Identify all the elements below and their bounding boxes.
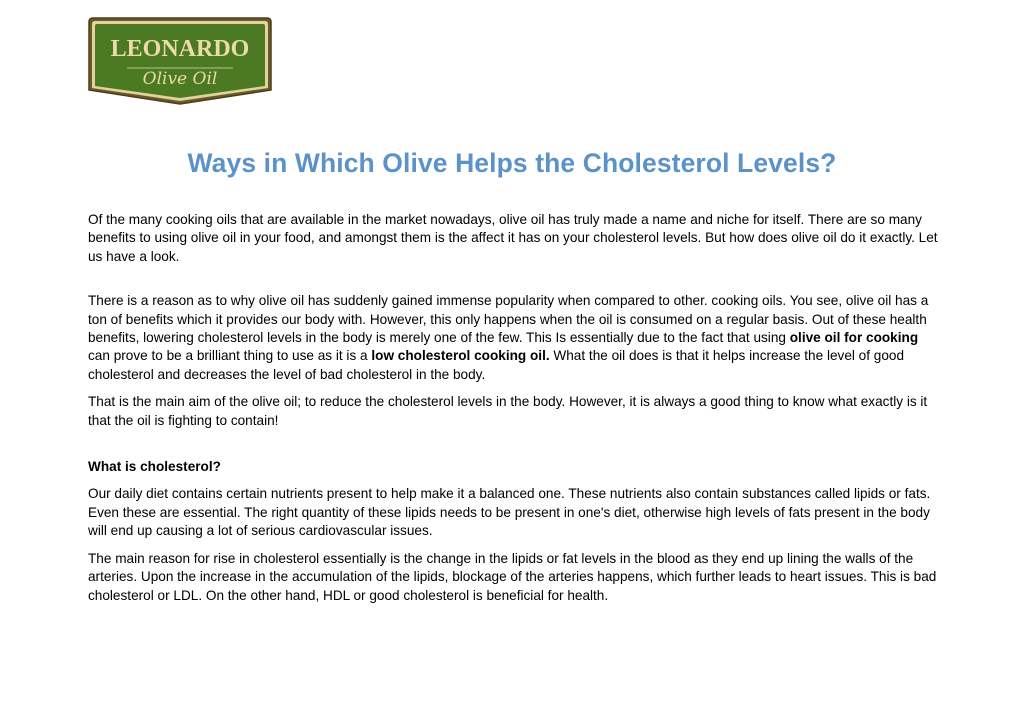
olive-oil-cooking-emphasis: olive oil for cooking — [789, 330, 919, 346]
intro-paragraph: Of the many cooking oils that are available in the market nowadays, olive oil has truly made a name and niche for itself. There are so many benefits to using olive oil in your food, and amongst them is the affect it has on your cholesterol levels. But how does olive oil do it exactly. Let us have a look. — [88, 212, 938, 264]
page-title: Ways in Which Olive Helps the Cholesterol Levels? — [187, 148, 837, 178]
logo-brand-text: LEONARDO — [110, 36, 250, 62]
popularity-text-c: can prove to be a brilliant thing to use as it is a — [88, 348, 372, 364]
leonardo-logo — [87, 16, 273, 106]
low-cholesterol-emphasis: low cholesterol cooking oil. — [371, 348, 550, 364]
popularity-text-a: There is a reason as to why olive oil has suddenly gained immense popularity when compared to other. cooking oils. You see, olive oil has a ton of benefits which it provides our body with. However, this only happens when the oil is consumed on a regular basis. Out of these health benefits, lowering cholesterol levels in the body is merely one of the few. This Is essentially due to the fact that using — [88, 293, 929, 346]
article-body — [88, 211, 940, 605]
main-aim-paragraph: That is the main aim of the olive oil; to reduce the cholesterol levels in the body. However, it is always a good thing to know what exactly is it that the oil is fighting to contain! — [88, 394, 928, 428]
section-heading-cholesterol: What is cholesterol? — [88, 459, 221, 475]
popularity-paragraph — [88, 292, 940, 384]
popularity-text-e: What the oil does is that it helps increase the level of good cholesterol and decreases the level of bad cholesterol in the body. — [88, 348, 905, 382]
diet-paragraph: Our daily diet contains certain nutrients present to help make it a balanced one. These nutrients also contain substances called lipids or fats. Even these are essential. The right quantity of these lipids needs to be present in one's diet, otherwise high levels of fats present in the body will end up causing a lot of serious cardiovascular issues. — [88, 486, 931, 539]
cholesterol-rise-paragraph: The main reason for rise in cholesterol essentially is the change in the lipids or fat levels in the blood as they end up lining the walls of the arteries. Upon the increase in the accumulation of the lipids, blockage of the arteries happens, which further leads to heart issues. This is bad cholesterol or LDL. On the other hand, HDL or good cholesterol is beneficial for health. — [88, 550, 937, 603]
logo-sub-text: Olive Oil — [142, 69, 218, 89]
logo-badge — [87, 16, 273, 106]
